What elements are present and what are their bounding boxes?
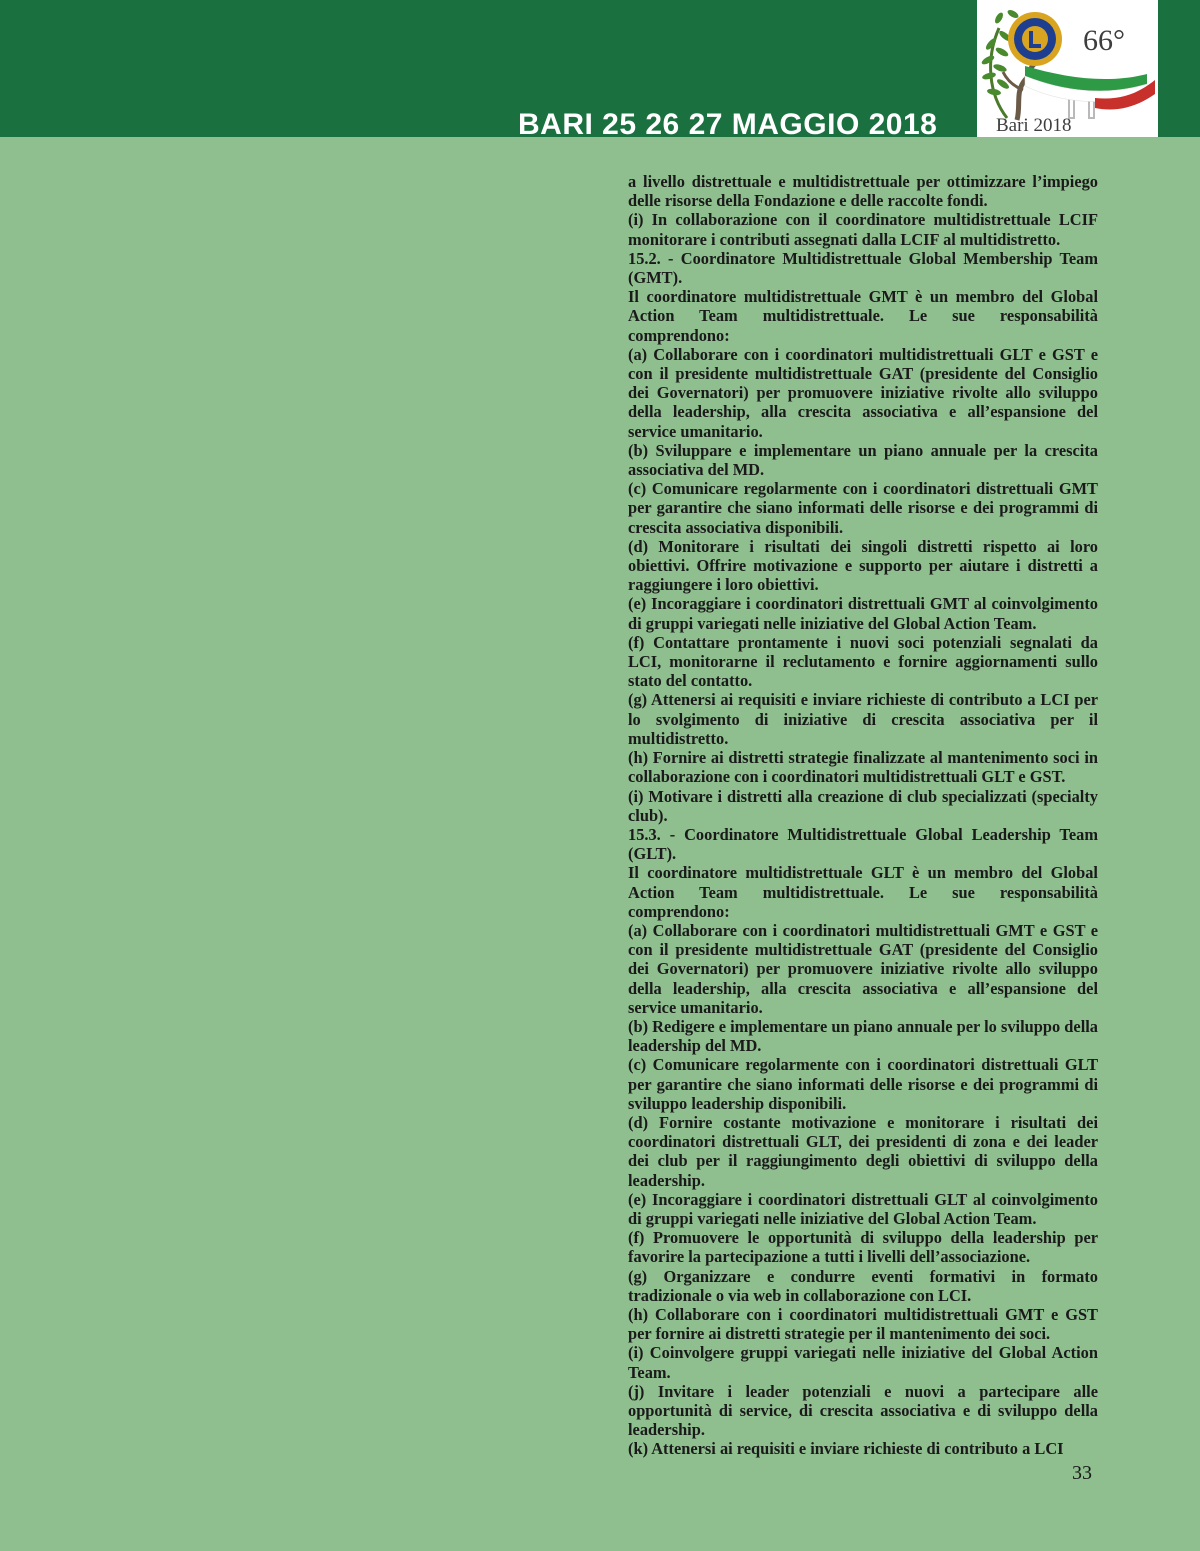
article-body — [628, 172, 1098, 1459]
body-paragraph: (g) Organizzare e condurre eventi formativi in formato tradizionale o via web in collaborazione con LCI. — [628, 1266, 1098, 1305]
body-paragraph: (c) Comunicare regolarmente con i coordinatori distrettuali GMT per garantire che siano informati delle risorse e dei programmi di crescita associativa disponibili. — [628, 479, 1098, 537]
body-paragraph: (b) Sviluppare e implementare un piano annuale per la crescita associativa del MD. — [628, 440, 1098, 480]
header-title: BARI 25 26 27 MAGGIO 2018 — [518, 108, 938, 141]
body-paragraph: (h) Collaborare con i coordinatori multidistrettuali GMT e GST per fornire ai distretti strategie per il mantenimento dei soci. — [628, 1304, 1098, 1344]
body-paragraph: a livello distrettuale e multidistrettuale per ottimizzare l’impiego delle risorse della Fondazione e delle raccolte fondi. — [628, 172, 1098, 211]
body-paragraph: (a) Collaborare con i coordinatori multidistrettuali GMT e GST e con il presidente multidistrettuale GAT (presidente del Consiglio dei Governatori) per promuovere iniziative rivolte allo sviluppo della leadership, alla crescita associativa e all’espansione del service umanitario. — [628, 920, 1098, 1017]
page-number: 33 — [1072, 1462, 1092, 1484]
body-paragraph: (i) Motivare i distretti alla creazione di club specializzati (specialty club). — [628, 786, 1098, 825]
body-paragraph: 15.2. - Coordinatore Multidistrettuale Global Membership Team (GMT). — [628, 248, 1098, 288]
body-paragraph: (e) Incoraggiare i coordinatori distrettuali GMT al coinvolgimento di gruppi variegati nelle iniziative del Global Action Team. — [628, 594, 1098, 633]
logo-city: Bari 2018 — [996, 115, 1072, 136]
body-paragraph: (h) Fornire ai distretti strategie finalizzate al mantenimento soci in collaborazione con i coordinatori multidistrettuali GLT e GST. — [628, 748, 1098, 787]
body-paragraph: 15.3. - Coordinatore Multidistrettuale Global Leadership Team (GLT). — [628, 824, 1098, 864]
body-paragraph: (i) In collaborazione con il coordinatore multidistrettuale LCIF monitorare i contributi assegnati dalla LCIF al multidistretto. — [628, 210, 1098, 249]
body-paragraph: (f) Promuovere le opportunità di sviluppo della leadership per favorire la partecipazione a tutti i livelli dell’associazione. — [628, 1228, 1098, 1267]
body-paragraph: (j) Invitare i leader potenziali e nuovi a partecipare alle opportunità di service, di crescita associativa e di sviluppo della leadership. — [628, 1381, 1098, 1440]
body-paragraph: (g) Attenersi ai requisiti e inviare richieste di contributo a LCI per lo svolgimento di iniziative di crescita associativa per il multidistretto. — [628, 690, 1098, 748]
congress-logo — [977, 0, 1158, 137]
body-paragraph: (e) Incoraggiare i coordinatori distrettuali GLT al coinvolgimento di gruppi variegati nelle iniziative del Global Action Team. — [628, 1189, 1098, 1228]
body-paragraph: (c) Comunicare regolarmente con i coordinatori distrettuali GLT per garantire che siano informati delle risorse e dei programmi di sviluppo leadership disponibili. — [628, 1055, 1098, 1113]
body-paragraph: Il coordinatore multidistrettuale GLT è un membro del Global Action Team multidistrettuale. Le sue responsabilità comprendono: — [628, 863, 1098, 921]
body-paragraph: (i) Coinvolgere gruppi variegati nelle iniziative del Global Action Team. — [628, 1343, 1098, 1382]
body-paragraph: (k) Attenersi ai requisiti e inviare richieste di contributo a LCI — [628, 1439, 1064, 1459]
body-paragraph: (b) Redigere e implementare un piano annuale per lo sviluppo della leadership del MD. — [628, 1016, 1098, 1056]
body-paragraph: Il coordinatore multidistrettuale GMT è un membro del Global Action Team multidistrettuale. Le sue responsabilità comprendono: — [628, 287, 1098, 345]
body-paragraph: (d) Fornire costante motivazione e monitorare i risultati dei coordinatori distrettuali GLT, dei presidenti di zona e dei leader dei club per il raggiungimento degli obiettivi di sviluppo della leadership. — [628, 1112, 1098, 1190]
body-paragraph: (a) Collaborare con i coordinatori multidistrettuali GLT e GST e con il presidente multidistrettuale GAT (presidente del Consiglio dei Governatori) per promuovere iniziative rivolte allo sviluppo della leadership, alla crescita associativa e all’espansione del service umanitario. — [628, 344, 1098, 441]
body-paragraph: (f) Contattare prontamente i nuovi soci potenziali segnalati da LCI, monitorarne il reclutamento e fornire aggiornamenti sullo stato del contatto. — [628, 632, 1098, 691]
logo-edition: 66° — [1083, 24, 1125, 57]
body-paragraph: (d) Monitorare i risultati dei singoli distretti rispetto ai loro obiettivi. Offrire motivazione e supporto per aiutare i distretti a raggiungere i loro obiettivi. — [628, 536, 1098, 595]
